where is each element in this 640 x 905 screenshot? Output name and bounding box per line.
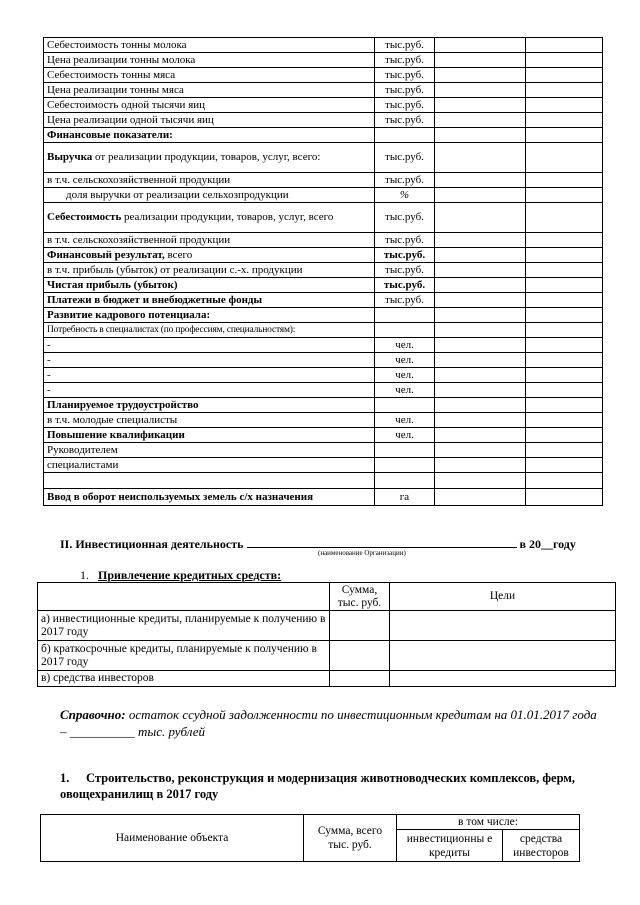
credit-col-goal: Цели [390, 583, 616, 611]
indicator-value-1[interactable] [435, 143, 526, 173]
indicator-label: в т.ч. прибыль (убыток) от реализации с.-х. продукции [44, 263, 375, 278]
indicator-value-2[interactable] [526, 113, 603, 128]
indicator-label: Чистая прибыль (убыток) [44, 278, 375, 293]
indicator-value-2[interactable] [526, 188, 603, 203]
indicator-row [44, 413, 603, 428]
indicator-unit [375, 458, 435, 473]
indicator-label: доля выручки от реализации сельхозпродукции [44, 188, 375, 203]
indicator-value-1[interactable] [435, 489, 526, 506]
credit-row-label: б) краткосрочные кредиты, планируемые к получению в 2017 году [38, 641, 330, 671]
construction-heading: 1. Строительство, реконструкция и модернизация животноводческих комплексов, ферм, овощехранилищ в 2017 году [60, 771, 576, 801]
indicator-row [44, 113, 603, 128]
col-total-sum: Сумма, всего тыс. руб. [304, 815, 397, 862]
indicator-unit: % [375, 188, 435, 203]
indicator-label: в т.ч. молодые специалисты [44, 413, 375, 428]
indicator-value-1[interactable] [435, 188, 526, 203]
indicator-label: Цена реализации одной тысячи яиц [44, 113, 375, 128]
indicator-row [44, 383, 603, 398]
indicator-value-1[interactable] [435, 443, 526, 458]
indicator-value-2[interactable] [526, 489, 603, 506]
indicator-row [44, 353, 603, 368]
indicator-label: Потребность в специалистах (по профессиям, специальностям): [44, 323, 375, 338]
indicator-label: в т.ч. сельскохозяйственной продукции [44, 233, 375, 248]
indicator-row [44, 233, 603, 248]
credit-row-goal[interactable] [390, 611, 616, 641]
indicator-unit: тыс.руб. [375, 293, 435, 308]
indicator-value-1[interactable] [435, 113, 526, 128]
indicator-value-1[interactable] [435, 323, 526, 338]
credit-table [37, 582, 616, 687]
org-caption: (наименование Организации) [318, 549, 406, 557]
indicator-row [44, 98, 603, 113]
indicator-value-2[interactable] [526, 383, 603, 398]
indicator-row [44, 489, 603, 506]
indicator-value-2[interactable] [526, 53, 603, 68]
indicator-unit: чел. [375, 413, 435, 428]
indicator-row [44, 473, 603, 489]
indicator-value-1[interactable] [435, 98, 526, 113]
indicator-unit [375, 473, 435, 489]
indicator-value-2[interactable] [526, 143, 603, 173]
indicator-unit: чел. [375, 353, 435, 368]
indicator-value-1[interactable] [435, 413, 526, 428]
indicator-value-2[interactable] [526, 308, 603, 323]
indicator-unit: чел. [375, 368, 435, 383]
indicator-value-1[interactable] [435, 338, 526, 353]
indicator-unit: тыс.руб. [375, 263, 435, 278]
indicator-value-2[interactable] [526, 98, 603, 113]
indicator-unit: чел. [375, 383, 435, 398]
indicator-row [44, 173, 603, 188]
indicator-label: Цена реализации тонны молока [44, 53, 375, 68]
indicator-value-1[interactable] [435, 278, 526, 293]
indicator-value-2[interactable] [526, 338, 603, 353]
indicator-row [44, 188, 603, 203]
col-including: в том числе: [397, 815, 580, 830]
indicator-label: - [44, 383, 375, 398]
indicator-value-2[interactable] [526, 368, 603, 383]
indicator-unit [375, 308, 435, 323]
indicator-value-1[interactable] [435, 173, 526, 188]
indicator-label [44, 473, 375, 489]
indicator-row [44, 323, 603, 338]
indicator-value-1[interactable] [435, 83, 526, 98]
indicator-unit: тыс.руб. [375, 278, 435, 293]
indicator-label: Руководителем [44, 443, 375, 458]
indicator-unit: тыс.руб. [375, 248, 435, 263]
indicator-value-2[interactable] [526, 278, 603, 293]
col-investor-funds: средства инвесторов [503, 830, 580, 862]
indicator-label: - [44, 338, 375, 353]
indicator-label: Себестоимость одной тысячи яиц [44, 98, 375, 113]
indicator-unit: тыс.руб. [375, 68, 435, 83]
indicator-value-2[interactable] [526, 353, 603, 368]
indicator-value-1[interactable] [435, 203, 526, 233]
section-2-title: II. Инвестиционная деятельность в 20__году [60, 537, 576, 551]
indicator-unit: тыс.руб. [375, 98, 435, 113]
indicator-value-2[interactable] [526, 233, 603, 248]
reference-note: Справочно: остаток ссудной задолженности по инвестиционным кредитам на 01.01.2017 года – __________ тыс. рублей [60, 707, 597, 739]
indicator-value-1[interactable] [435, 398, 526, 413]
credit-heading: 1. Привлечение кредитных средств: [80, 568, 282, 582]
indicator-label: Финансовый результат, всего [44, 248, 375, 263]
indicator-value-1[interactable] [435, 473, 526, 489]
indicator-unit [375, 323, 435, 338]
indicator-unit [375, 443, 435, 458]
indicator-unit: чел. [375, 428, 435, 443]
indicator-label: Финансовые показатели: [44, 128, 375, 143]
credit-row-label: а) инвестиционные кредиты, планируемые к получению в 2017 году [38, 611, 330, 641]
indicator-unit: тыс.руб. [375, 203, 435, 233]
indicator-row [44, 128, 603, 143]
indicator-value-2[interactable] [526, 68, 603, 83]
indicator-label: - [44, 353, 375, 368]
credit-row-sum[interactable] [330, 611, 390, 641]
indicator-value-1[interactable] [435, 383, 526, 398]
indicator-label: Выручка от реализации продукции, товаров, услуг, всего: [44, 143, 375, 173]
indicator-value-2[interactable] [526, 443, 603, 458]
indicator-value-1[interactable] [435, 68, 526, 83]
indicator-value-1[interactable] [435, 233, 526, 248]
indicator-value-1[interactable] [435, 248, 526, 263]
indicator-value-2[interactable] [526, 323, 603, 338]
indicator-row [44, 458, 603, 473]
indicator-row [44, 53, 603, 68]
indicator-row [44, 248, 603, 263]
indicator-value-1[interactable] [435, 128, 526, 143]
indicator-value-2[interactable] [526, 413, 603, 428]
credit-col-sum: Сумма, тыс. руб. [330, 583, 390, 611]
indicator-row [44, 428, 603, 443]
indicator-value-2[interactable] [526, 293, 603, 308]
indicator-value-1[interactable] [435, 368, 526, 383]
indicator-label: - [44, 368, 375, 383]
indicator-row [44, 143, 603, 173]
indicator-unit: тыс.руб. [375, 83, 435, 98]
indicator-value-2[interactable] [526, 128, 603, 143]
indicator-label: Планируемое трудоустройство [44, 398, 375, 413]
indicator-row [44, 293, 603, 308]
indicator-row [44, 443, 603, 458]
credit-row-label: в) средства инвесторов [38, 671, 330, 687]
indicator-value-1[interactable] [435, 458, 526, 473]
indicator-row [44, 278, 603, 293]
indicator-unit: тыс.руб. [375, 53, 435, 68]
indicator-unit [375, 398, 435, 413]
indicator-value-2[interactable] [526, 203, 603, 233]
credit-row-goal[interactable] [390, 671, 616, 687]
credit-row-goal[interactable] [390, 641, 616, 671]
indicator-value-1[interactable] [435, 353, 526, 368]
construction-table [40, 814, 580, 862]
indicator-unit [375, 128, 435, 143]
indicator-value-2[interactable] [526, 173, 603, 188]
credit-row-sum[interactable] [330, 671, 390, 687]
indicator-value-1[interactable] [435, 263, 526, 278]
indicator-label: Повышение квалификации [44, 428, 375, 443]
indicator-row [44, 263, 603, 278]
indicator-label: Платежи в бюджет и внебюджетные фонды [44, 293, 375, 308]
col-investment-credits: инвестиционны е кредиты [397, 830, 503, 862]
indicator-unit: тыс.руб. [375, 233, 435, 248]
indicator-label: Себестоимость реализации продукции, товаров, услуг, всего [44, 203, 375, 233]
indicator-unit: га [375, 489, 435, 506]
indicator-unit: тыс.руб. [375, 143, 435, 173]
indicator-row [44, 203, 603, 233]
indicator-row [44, 308, 603, 323]
indicator-label: Развитие кадрового потенциала: [44, 308, 375, 323]
indicator-value-2[interactable] [526, 458, 603, 473]
indicator-value-2[interactable] [526, 263, 603, 278]
indicator-unit: тыс.руб. [375, 38, 435, 53]
indicator-value-2[interactable] [526, 83, 603, 98]
indicator-label: Себестоимость тонны мяса [44, 68, 375, 83]
credit-empty-head [38, 583, 330, 611]
indicator-label: Цена реализации тонны мяса [44, 83, 375, 98]
indicator-value-1[interactable] [435, 428, 526, 443]
indicator-value-1[interactable] [435, 38, 526, 53]
indicator-value-2[interactable] [526, 398, 603, 413]
indicator-value-2[interactable] [526, 248, 603, 263]
indicator-unit: тыс.руб. [375, 173, 435, 188]
org-name-blank [247, 536, 517, 548]
col-object-name: Наименование объекта [41, 815, 304, 862]
indicator-label: Себестоимость тонны молока [44, 38, 375, 53]
indicator-row [44, 398, 603, 413]
indicator-row [44, 338, 603, 353]
credit-row-sum[interactable] [330, 641, 390, 671]
indicator-label: в т.ч. сельскохозяйственной продукции [44, 173, 375, 188]
indicator-label: специалистами [44, 458, 375, 473]
indicator-value-1[interactable] [435, 308, 526, 323]
indicator-row [44, 368, 603, 383]
indicator-value-1[interactable] [435, 293, 526, 308]
indicator-row [44, 83, 603, 98]
indicator-unit: тыс.руб. [375, 113, 435, 128]
indicator-value-1[interactable] [435, 53, 526, 68]
indicators-table [43, 37, 603, 506]
indicator-unit: чел. [375, 338, 435, 353]
indicator-value-2[interactable] [526, 38, 603, 53]
indicator-label: Ввод в оборот неиспользуемых земель с/х назначения [44, 489, 375, 506]
indicator-row [44, 38, 603, 53]
indicator-value-2[interactable] [526, 473, 603, 489]
indicator-value-2[interactable] [526, 428, 603, 443]
indicator-row [44, 68, 603, 83]
